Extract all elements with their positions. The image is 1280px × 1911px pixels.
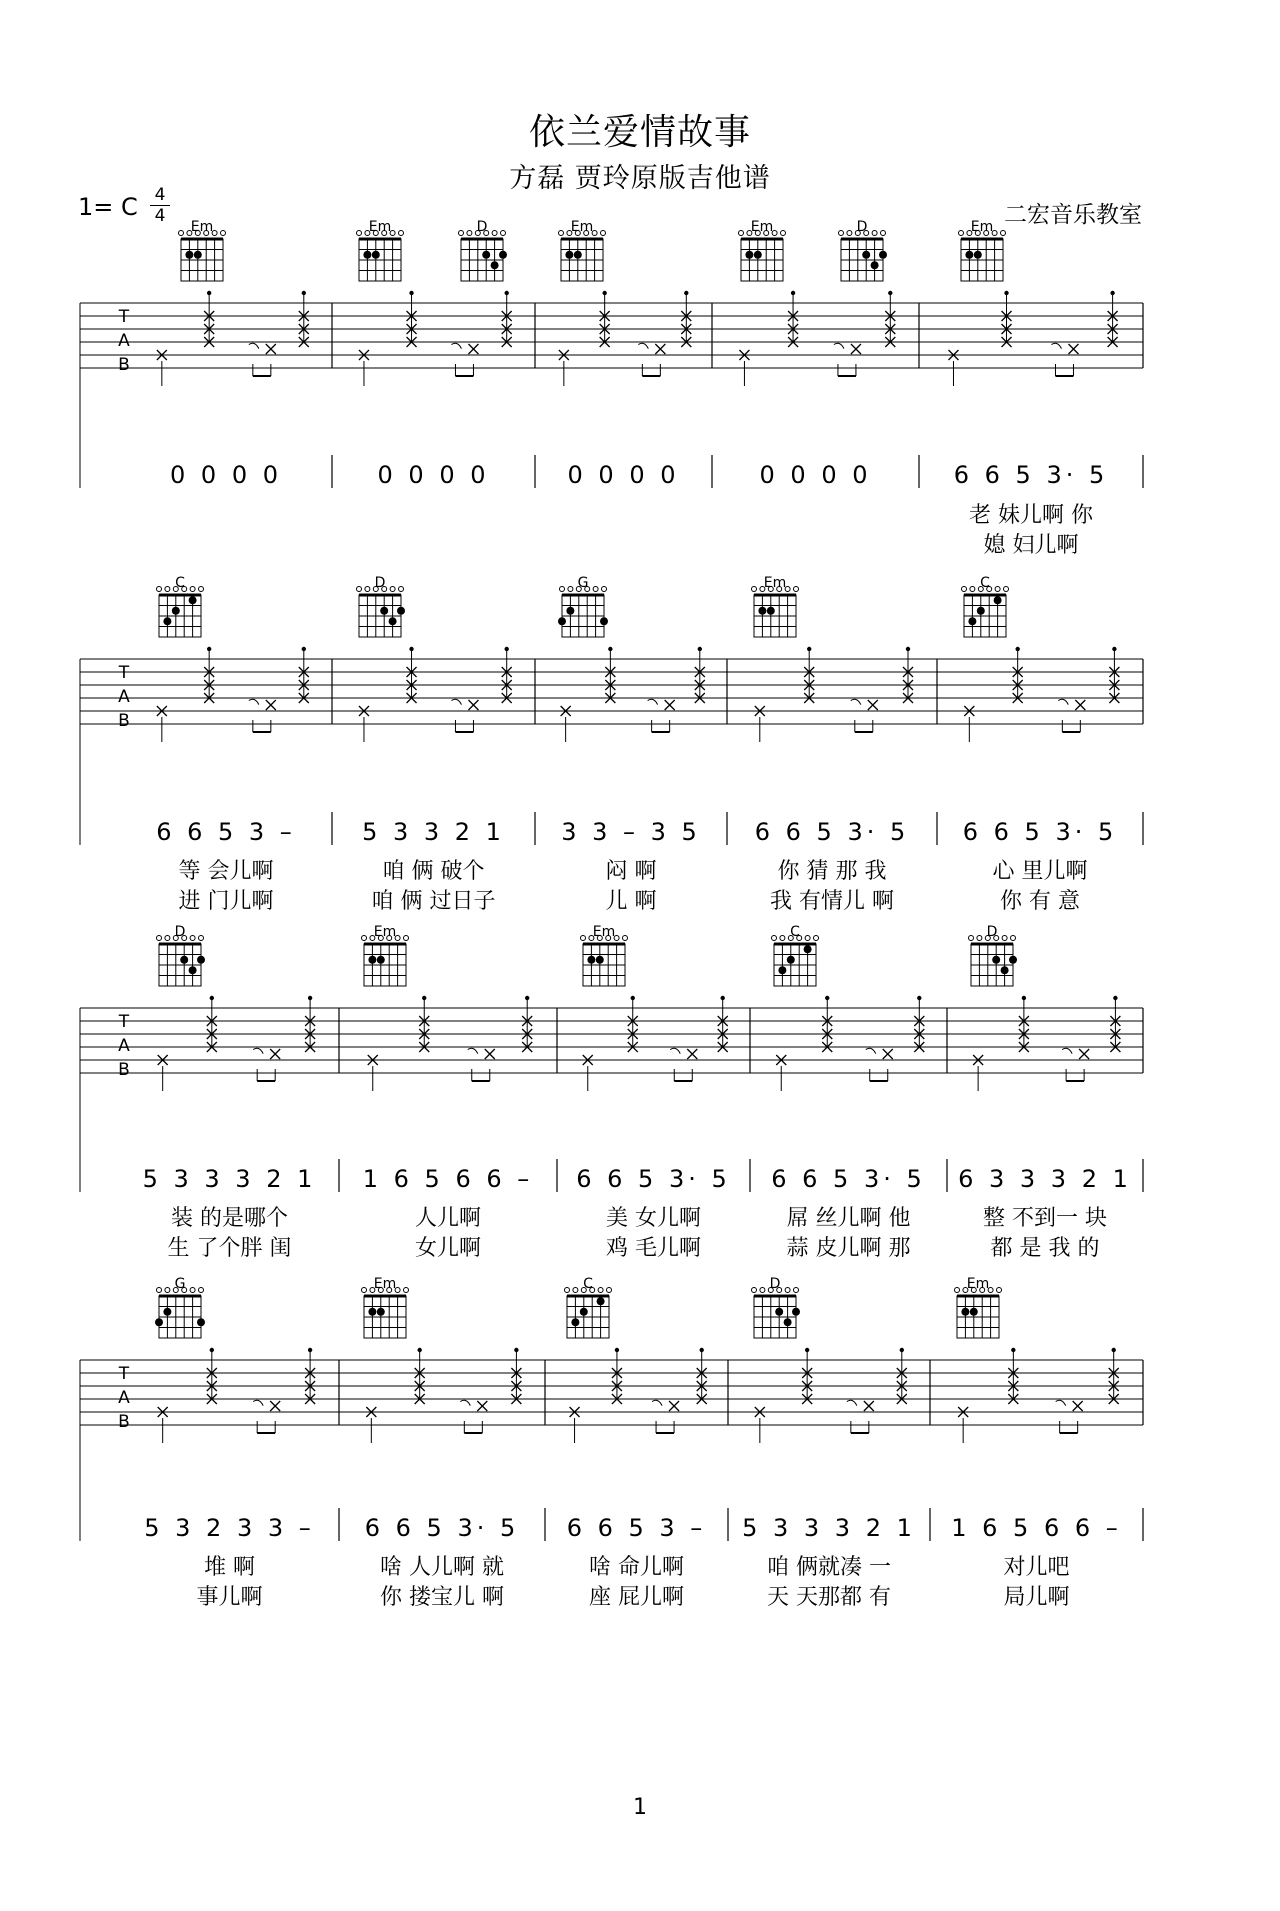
- bass-note-mark: [266, 700, 276, 710]
- rest-mark: [253, 1048, 263, 1053]
- chord-finger-dot: [758, 607, 766, 615]
- chord-finger-dot: [775, 1308, 783, 1316]
- jianpu-measure: 0 0 0 0: [567, 461, 680, 489]
- staccato-dot: [615, 1348, 619, 1352]
- chord-open-string-marker: [365, 587, 370, 592]
- bass-note-mark: [1073, 1401, 1083, 1411]
- staccato-dot: [207, 647, 211, 651]
- tab-clef-t: T: [118, 663, 130, 683]
- lyric-line-1: 你 猜 那 我: [777, 859, 887, 884]
- bass-note-mark: [868, 700, 878, 710]
- chord-finger-dot: [778, 966, 786, 974]
- lyric-line-2: 进 门儿啊: [178, 889, 274, 914]
- chord-name-em: Em: [750, 219, 774, 235]
- lyric-line-1: 老 妹儿啊 你: [969, 503, 1093, 528]
- rest-mark: [1062, 1048, 1072, 1053]
- staccato-dot: [608, 647, 612, 651]
- chord-open-string-marker: [781, 231, 786, 236]
- lyric-line-1: 堆 啊: [204, 1555, 255, 1580]
- bass-note-mark: [468, 700, 478, 710]
- chord-open-string-marker: [593, 587, 598, 592]
- lyric-line-2: 儿 啊: [605, 889, 657, 914]
- chord-finger-dot: [804, 945, 812, 953]
- chord-finger-dot: [499, 251, 507, 259]
- chord-name-em: Em: [763, 575, 787, 591]
- chord-open-string-marker: [165, 1288, 170, 1293]
- credit-text: 二宏音乐教室: [1004, 202, 1142, 228]
- lyric-line-2: 你 搂宝儿 啊: [380, 1585, 504, 1610]
- bass-note-mark: [669, 1401, 679, 1411]
- bass-note-mark: [270, 1401, 280, 1411]
- chord-finger-dot: [994, 596, 1002, 604]
- bass-note-mark: [1068, 344, 1078, 354]
- chord-finger-dot: [879, 251, 887, 259]
- rest-mark: [249, 699, 259, 704]
- chord-finger-dot: [189, 966, 197, 974]
- chord-finger-dot: [597, 1297, 605, 1305]
- chord-open-string-marker: [390, 587, 395, 592]
- chord-name-c: C: [980, 575, 990, 591]
- tab-clef-t: T: [118, 1012, 130, 1032]
- chord-finger-dot: [587, 956, 595, 964]
- chord-open-string-marker: [1002, 936, 1007, 941]
- lyric-line-2: 天 天那都 有: [767, 1585, 891, 1610]
- chord-name-c: C: [583, 1276, 593, 1292]
- chord-finger-dot: [784, 1318, 792, 1326]
- chord-name-d: D: [769, 1276, 781, 1292]
- lyric-line-1: 装 的是哪个: [171, 1206, 288, 1231]
- lyric-line-1: 闷 啊: [605, 859, 657, 884]
- chord-finger-dot: [968, 617, 976, 625]
- jianpu-measure: 6 6 5 3· 5: [771, 1165, 926, 1193]
- chord-open-string-marker: [404, 1288, 409, 1293]
- lyric-line-1: 屌 丝儿啊 他: [786, 1206, 911, 1231]
- chord-name-d: D: [986, 924, 998, 940]
- chord-open-string-marker: [221, 231, 226, 236]
- staccato-dot: [698, 647, 702, 651]
- rest-mark: [253, 1400, 263, 1405]
- chord-open-string-marker: [492, 231, 497, 236]
- chord-open-string-marker: [165, 936, 170, 941]
- staccato-dot: [308, 996, 312, 1000]
- chord-name-em: Em: [368, 219, 392, 235]
- chord-finger-dot: [377, 1308, 385, 1316]
- chord-open-string-marker: [199, 936, 204, 941]
- chord-open-string-marker: [179, 231, 184, 236]
- rest-mark: [451, 343, 461, 348]
- chord-finger-dot: [172, 607, 180, 615]
- lyric-line-1: 咱 俩 破个: [382, 859, 485, 884]
- chord-finger-dot: [372, 251, 380, 259]
- chord-name-c: C: [790, 924, 800, 940]
- staccato-dot: [684, 291, 688, 295]
- chord-open-string-marker: [881, 231, 886, 236]
- chord-name-em: Em: [970, 219, 994, 235]
- chord-open-string-marker: [362, 936, 367, 941]
- lyric-line-1: 啥 命儿啊: [589, 1555, 684, 1580]
- chord-open-string-marker: [785, 1288, 790, 1293]
- tab-clef-a: A: [118, 1036, 130, 1056]
- chord-finger-dot: [163, 617, 171, 625]
- chord-name-d: D: [476, 219, 488, 235]
- staccato-dot: [207, 291, 211, 295]
- chord-open-string-marker: [739, 231, 744, 236]
- chord-finger-dot: [571, 1318, 579, 1326]
- bass-note-mark: [851, 344, 861, 354]
- bass-note-mark: [655, 344, 665, 354]
- lyric-line-2: 鸡 毛儿啊: [606, 1236, 701, 1261]
- staccato-dot: [302, 647, 306, 651]
- chord-open-string-marker: [1011, 936, 1016, 941]
- chord-open-string-marker: [969, 936, 974, 941]
- lyric-line-2: 局儿啊: [1003, 1585, 1070, 1610]
- chord-finger-dot: [491, 261, 499, 269]
- chord-open-string-marker: [602, 587, 607, 592]
- chord-open-string-marker: [847, 231, 852, 236]
- bass-note-mark: [1079, 1049, 1089, 1059]
- jianpu-measure: 0 0 0 0: [170, 461, 282, 489]
- staccato-dot: [514, 1348, 518, 1352]
- staccato-dot: [302, 291, 306, 295]
- chord-finger-dot: [197, 1318, 205, 1326]
- chord-finger-dot: [745, 251, 753, 259]
- chord-open-string-marker: [501, 231, 506, 236]
- chord-open-string-marker: [399, 587, 404, 592]
- rest-mark: [847, 1400, 857, 1405]
- staccato-dot: [505, 647, 509, 651]
- chord-name-em: Em: [373, 1276, 397, 1292]
- chord-open-string-marker: [752, 587, 757, 592]
- rest-mark: [866, 1048, 876, 1053]
- jianpu-measure: 1 6 5 6 6 –: [951, 1514, 1122, 1542]
- rest-mark: [670, 1048, 680, 1053]
- chord-name-em: Em: [190, 219, 214, 235]
- jianpu-measure: 0 0 0 0: [759, 461, 872, 489]
- chord-finger-dot: [197, 956, 205, 964]
- staccato-dot: [1112, 647, 1116, 651]
- chord-finger-dot: [862, 251, 870, 259]
- chord-finger-dot: [380, 607, 388, 615]
- time-signature-top: 4: [154, 185, 166, 205]
- staccato-dot: [807, 647, 811, 651]
- chord-finger-dot: [871, 261, 879, 269]
- chord-open-string-marker: [190, 1288, 195, 1293]
- jianpu-measure: 5 3 3 3 2 1: [742, 1514, 916, 1542]
- chord-name-g: G: [577, 575, 589, 591]
- chord-open-string-marker: [399, 231, 404, 236]
- staccato-dot: [805, 1348, 809, 1352]
- lyric-line-2: 我 有情儿 啊: [770, 889, 894, 914]
- staccato-dot: [525, 996, 529, 1000]
- chord-finger-dot: [163, 1308, 171, 1316]
- jianpu-measure: 0 0 0 0: [377, 461, 490, 489]
- chord-open-string-marker: [1004, 587, 1009, 592]
- chord-open-string-marker: [157, 936, 162, 941]
- rest-mark: [834, 343, 844, 348]
- chord-finger-dot: [977, 607, 985, 615]
- chord-finger-dot: [596, 956, 604, 964]
- chord-open-string-marker: [995, 587, 1000, 592]
- chord-finger-dot: [580, 1308, 588, 1316]
- rest-mark: [468, 1048, 478, 1053]
- tab-clef-b: B: [118, 1060, 130, 1080]
- tab-clef-t: T: [118, 307, 130, 327]
- bass-note-mark: [477, 1401, 487, 1411]
- lyric-line-1: 心 里儿啊: [992, 859, 1088, 884]
- lyric-line-2: 生 了个胖 闺: [167, 1236, 292, 1261]
- chord-finger-dot: [565, 251, 573, 259]
- chord-name-d: D: [856, 219, 868, 235]
- chord-open-string-marker: [962, 587, 967, 592]
- jianpu-measure: 6 6 5 3· 5: [953, 461, 1109, 489]
- chord-open-string-marker: [581, 936, 586, 941]
- jianpu-measure: 5 3 3 3 2 1: [142, 1165, 317, 1193]
- bass-note-mark: [883, 1049, 893, 1059]
- chord-finger-dot: [574, 251, 582, 259]
- lyric-line-2: 咱 俩 过日子: [371, 889, 496, 914]
- chord-open-string-marker: [601, 231, 606, 236]
- staccato-dot: [409, 291, 413, 295]
- chord-open-string-marker: [362, 1288, 367, 1293]
- staccato-dot: [1113, 996, 1117, 1000]
- key-signature: 1= C: [78, 193, 138, 221]
- chord-open-string-marker: [157, 1288, 162, 1293]
- chord-finger-dot: [767, 607, 775, 615]
- chord-finger-dot: [482, 251, 490, 259]
- chord-open-string-marker: [997, 1288, 1002, 1293]
- chord-finger-dot: [1009, 956, 1017, 964]
- rest-mark: [249, 343, 259, 348]
- tab-clef-t: T: [118, 1364, 130, 1384]
- lyric-line-1: 对儿吧: [1003, 1555, 1070, 1580]
- chord-open-string-marker: [357, 231, 362, 236]
- lyric-line-2: 事儿啊: [196, 1585, 263, 1610]
- tab-clef-a: A: [118, 687, 130, 707]
- chord-name-em: Em: [373, 924, 397, 940]
- staccato-dot: [1004, 291, 1008, 295]
- lyric-line-2: 媳 妇儿啊: [983, 533, 1079, 558]
- staccato-dot: [210, 996, 214, 1000]
- bass-note-mark: [485, 1049, 495, 1059]
- chord-open-string-marker: [623, 936, 628, 941]
- chord-open-string-marker: [598, 1288, 603, 1293]
- staccato-dot: [602, 291, 606, 295]
- staccato-dot: [825, 996, 829, 1000]
- chord-finger-dot: [754, 251, 762, 259]
- chord-finger-dot: [1001, 966, 1009, 974]
- chord-name-em: Em: [966, 1276, 990, 1292]
- chord-name-em: Em: [592, 924, 616, 940]
- chord-finger-dot: [363, 251, 371, 259]
- staccato-dot: [700, 1348, 704, 1352]
- lyric-line-1: 美 女儿啊: [606, 1206, 701, 1231]
- staccato-dot: [422, 996, 426, 1000]
- chord-open-string-marker: [357, 587, 362, 592]
- chord-name-d: D: [374, 575, 386, 591]
- staccato-dot: [409, 647, 413, 651]
- staccato-dot: [906, 647, 910, 651]
- chord-finger-dot: [155, 1318, 163, 1326]
- staccato-dot: [1022, 996, 1026, 1000]
- chord-open-string-marker: [560, 587, 565, 592]
- chord-open-string-marker: [977, 936, 982, 941]
- chord-finger-dot: [792, 1308, 800, 1316]
- chord-open-string-marker: [568, 587, 573, 592]
- bass-note-mark: [1075, 700, 1085, 710]
- chord-finger-dot: [787, 956, 795, 964]
- lyric-line-1: 啥 人儿啊 就: [380, 1555, 504, 1580]
- bass-note-mark: [687, 1049, 697, 1059]
- lyric-line-1: 等 会儿啊: [178, 859, 274, 884]
- staccato-dot: [900, 1348, 904, 1352]
- chord-finger-dot: [566, 607, 574, 615]
- staccato-dot: [308, 1348, 312, 1352]
- lyric-line-1: 人儿啊: [414, 1206, 482, 1231]
- chord-finger-dot: [961, 1308, 969, 1316]
- tab-clef-b: B: [118, 355, 130, 375]
- tab-clef-b: B: [118, 711, 130, 731]
- chord-open-string-marker: [805, 936, 810, 941]
- chord-finger-dot: [368, 1308, 376, 1316]
- chord-open-string-marker: [872, 231, 877, 236]
- rest-mark: [851, 699, 861, 704]
- chord-finger-dot: [180, 956, 188, 964]
- chord-open-string-marker: [955, 1288, 960, 1293]
- jianpu-measure: 6 6 5 3 –: [156, 818, 296, 846]
- chord-open-string-marker: [752, 1288, 757, 1293]
- lyric-line-2: 都 是 我 的: [990, 1236, 1100, 1261]
- song-title: 依兰爱情故事: [528, 112, 751, 153]
- tab-clef-a: A: [118, 1388, 130, 1408]
- chord-open-string-marker: [607, 1288, 612, 1293]
- staccato-dot: [888, 291, 892, 295]
- chord-finger-dot: [600, 617, 608, 625]
- chord-open-string-marker: [165, 587, 170, 592]
- chord-open-string-marker: [459, 231, 464, 236]
- chord-open-string-marker: [157, 587, 162, 592]
- chord-open-string-marker: [467, 231, 472, 236]
- chord-open-string-marker: [1001, 231, 1006, 236]
- lyric-line-1: 整 不到一 块: [983, 1206, 1107, 1231]
- jianpu-measure: 6 6 5 3· 5: [576, 1165, 731, 1193]
- jianpu-measure: 6 3 3 3 2 1: [958, 1165, 1132, 1193]
- staccato-dot: [505, 291, 509, 295]
- jianpu-measure: 5 3 3 2 1: [362, 818, 505, 846]
- chord-open-string-marker: [794, 1288, 799, 1293]
- chord-open-string-marker: [190, 587, 195, 592]
- chord-open-string-marker: [794, 587, 799, 592]
- lyric-line-2: 女儿啊: [414, 1236, 482, 1261]
- chord-open-string-marker: [565, 1288, 570, 1293]
- chord-open-string-marker: [190, 936, 195, 941]
- chord-open-string-marker: [959, 231, 964, 236]
- lyric-line-2: 蒜 皮儿啊 那: [786, 1236, 911, 1261]
- chord-open-string-marker: [404, 936, 409, 941]
- chord-finger-dot: [974, 251, 982, 259]
- tab-clef-b: B: [118, 1412, 130, 1432]
- bass-note-mark: [266, 344, 276, 354]
- chord-open-string-marker: [970, 587, 975, 592]
- chord-name-c: C: [175, 575, 185, 591]
- chord-finger-dot: [397, 607, 405, 615]
- chord-finger-dot: [970, 1308, 978, 1316]
- staccato-dot: [917, 996, 921, 1000]
- chord-finger-dot: [377, 956, 385, 964]
- chord-finger-dot: [189, 596, 197, 604]
- staccato-dot: [1011, 1348, 1015, 1352]
- chord-open-string-marker: [199, 1288, 204, 1293]
- chord-open-string-marker: [573, 1288, 578, 1293]
- rest-mark: [460, 1400, 470, 1405]
- jianpu-measure: 6 6 5 3 –: [566, 1514, 707, 1542]
- rest-mark: [652, 1400, 662, 1405]
- chord-finger-dot: [389, 617, 397, 625]
- bass-note-mark: [270, 1049, 280, 1059]
- chord-finger-dot: [965, 251, 973, 259]
- chord-finger-dot: [558, 617, 566, 625]
- lyric-line-1: 咱 俩就凑 一: [767, 1555, 891, 1580]
- staccato-dot: [1110, 291, 1114, 295]
- chord-open-string-marker: [780, 936, 785, 941]
- rest-mark: [1056, 1400, 1066, 1405]
- chord-name-em: Em: [570, 219, 594, 235]
- rest-mark: [1058, 699, 1068, 704]
- jianpu-measure: 6 6 5 3· 5: [962, 818, 1118, 846]
- rest-mark: [638, 343, 648, 348]
- lyric-line-2: 座 屁儿啊: [589, 1585, 684, 1610]
- staccato-dot: [721, 996, 725, 1000]
- chord-open-string-marker: [559, 231, 564, 236]
- chord-open-string-marker: [772, 936, 777, 941]
- chord-name-d: D: [174, 924, 186, 940]
- staccato-dot: [631, 996, 635, 1000]
- jianpu-measure: 6 6 5 3· 5: [754, 818, 910, 846]
- staccato-dot: [1112, 1348, 1116, 1352]
- staccato-dot: [791, 291, 795, 295]
- staccato-dot: [417, 1348, 421, 1352]
- chord-finger-dot: [185, 251, 193, 259]
- staccato-dot: [210, 1348, 214, 1352]
- bass-note-mark: [665, 700, 675, 710]
- chord-finger-dot: [194, 251, 202, 259]
- jianpu-measure: 5 3 2 3 3 –: [144, 1514, 315, 1542]
- rest-mark: [648, 699, 658, 704]
- staccato-dot: [1015, 647, 1019, 651]
- chord-open-string-marker: [814, 936, 819, 941]
- bass-note-mark: [468, 344, 478, 354]
- bass-note-mark: [864, 1401, 874, 1411]
- jianpu-measure: 3 3 – 3 5: [561, 818, 701, 846]
- chord-open-string-marker: [760, 1288, 765, 1293]
- chord-finger-dot: [368, 956, 376, 964]
- song-subtitle: 方磊 贾玲原版吉他谱: [509, 163, 771, 194]
- chord-open-string-marker: [839, 231, 844, 236]
- time-signature-bottom: 4: [154, 206, 166, 226]
- lyric-line-2: 你 有 意: [1000, 889, 1080, 914]
- rest-mark: [1051, 343, 1061, 348]
- chord-open-string-marker: [199, 587, 204, 592]
- chord-name-g: G: [174, 1276, 186, 1292]
- tab-clef-a: A: [118, 331, 130, 351]
- rest-mark: [451, 699, 461, 704]
- jianpu-measure: 1 6 5 6 6 –: [362, 1165, 534, 1193]
- page-number: 1: [633, 1795, 647, 1820]
- jianpu-measure: 6 6 5 3· 5: [364, 1514, 520, 1542]
- chord-finger-dot: [992, 956, 1000, 964]
